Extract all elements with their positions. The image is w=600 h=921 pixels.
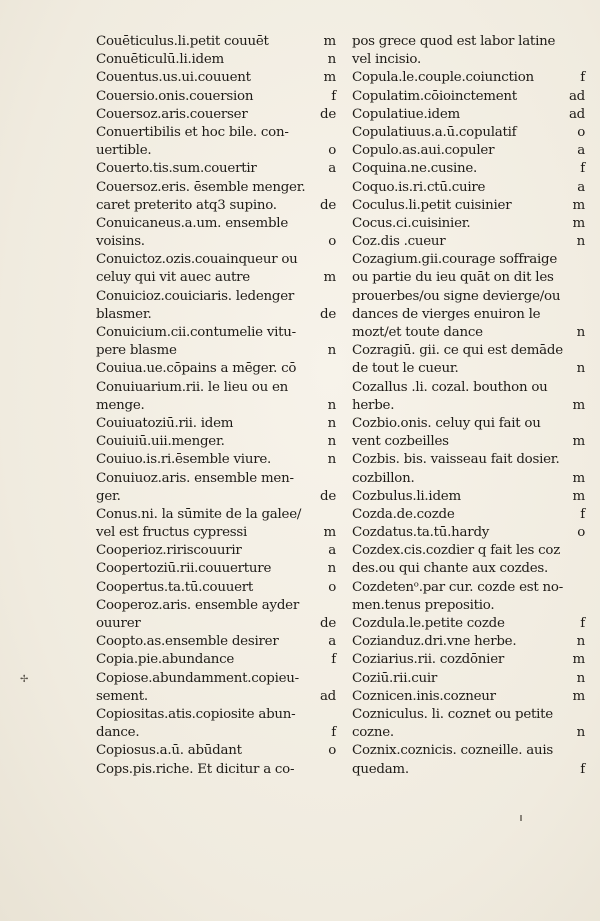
dictionary-line	[96, 451, 336, 469]
grammar-mark: n	[576, 361, 585, 377]
dictionary-line	[352, 160, 585, 178]
entry-text: Couersoz.aris.couerser	[96, 106, 248, 122]
entry-text: cozbillon.	[352, 470, 415, 486]
dictionary-line	[96, 215, 336, 233]
entry-text: Cozallus .li. cozal. bouthon ou	[352, 379, 548, 395]
grammar-mark: f	[331, 725, 336, 741]
dictionary-line	[96, 470, 336, 488]
dictionary-line	[352, 142, 585, 160]
entry-text: Couersoz.eris. ēsemble menger.	[96, 179, 306, 195]
dictionary-line	[352, 379, 585, 397]
dictionary-line	[96, 688, 336, 706]
dictionary-line	[352, 742, 585, 760]
entry-text: Coopto.as.ensemble desirer	[96, 634, 279, 650]
grammar-mark: m	[572, 688, 585, 704]
dictionary-line	[352, 761, 585, 779]
dictionary-line	[96, 360, 336, 378]
entry-text: Coopertus.ta.tū.couuert	[96, 579, 254, 595]
entry-text: Conuicaneus.a.um. ensemble	[96, 215, 289, 231]
grammar-mark: m	[323, 34, 336, 49]
entry-text: Conuicioz.couiciaris. ledenger	[96, 288, 295, 304]
grammar-mark: n	[327, 397, 336, 413]
dictionary-line	[96, 670, 336, 688]
entry-text: Cozbio.onis. celuy qui fait ou	[352, 415, 541, 431]
dictionary-line	[96, 488, 336, 506]
dictionary-line	[352, 324, 585, 342]
dictionary-line	[96, 106, 336, 124]
grammar-mark: m	[323, 70, 336, 86]
dictionary-line	[352, 269, 585, 287]
dictionary-line	[96, 579, 336, 597]
dictionary-line	[96, 524, 336, 542]
dictionary-line	[96, 306, 336, 324]
entry-text: Coquo.is.ri.ctū.cuire	[352, 179, 486, 195]
dictionary-line	[96, 69, 336, 87]
dictionary-line	[352, 451, 585, 469]
entry-text: Cozragiū. gii. ce qui est demāde	[352, 343, 563, 359]
grammar-mark: f	[331, 88, 336, 104]
grammar-mark: ad	[568, 106, 585, 122]
grammar-mark: ad	[319, 688, 336, 704]
grammar-mark: de	[320, 306, 336, 322]
grammar-mark: n	[327, 52, 336, 68]
entry-text: Cooperioz.ririscouurir	[96, 543, 242, 559]
dictionary-line	[352, 506, 585, 524]
entry-text: prouerbes/ou signe devierge/ou	[352, 288, 561, 304]
grammar-mark: o	[328, 143, 336, 159]
grammar-mark: m	[323, 270, 336, 286]
entry-text: Conuicium.cii.contumelie vitu-	[96, 325, 296, 340]
entry-text: Couiuo.is.ri.ēsemble viure.	[96, 452, 272, 468]
entry-text: ouurer	[96, 616, 141, 631]
dictionary-line	[96, 506, 336, 524]
entry-text: vel est fructus cypressi	[96, 525, 248, 541]
entry-text: Cozdatus.ta.tū.hardy	[352, 525, 490, 541]
entry-text: de tout le cueur.	[352, 361, 459, 377]
grammar-mark: f	[580, 506, 585, 522]
left-column	[96, 33, 336, 779]
dictionary-line	[352, 360, 585, 378]
entry-text: Couentus.us.ui.couuent	[96, 70, 251, 86]
dictionary-line	[96, 560, 336, 578]
entry-text: voisins.	[96, 234, 145, 250]
grammar-mark: o	[328, 579, 336, 595]
grammar-mark: f	[580, 616, 585, 631]
entry-text: Couerto.tis.sum.couertir	[96, 161, 257, 177]
entry-text: Coziarius.rii. cozdōnier	[352, 652, 505, 668]
entry-text: uertible.	[96, 143, 152, 159]
grammar-mark: n	[327, 561, 336, 577]
dictionary-line	[96, 342, 336, 360]
dictionary-line	[352, 560, 585, 578]
grammar-mark: o	[328, 234, 336, 250]
dictionary-line	[96, 379, 336, 397]
grammar-mark: de	[320, 488, 336, 504]
dictionary-line	[96, 233, 336, 251]
entry-text: Couiua.ue.cōpains a mēger. cō	[96, 361, 297, 377]
grammar-mark: a	[328, 161, 336, 177]
dictionary-line	[352, 433, 585, 451]
grammar-mark: m	[572, 488, 585, 504]
entry-text: Coculus.li.petit cuisinier	[352, 197, 512, 213]
entry-text: Coopertoziū.rii.couuerture	[96, 561, 272, 577]
dictionary-line	[96, 269, 336, 287]
grammar-mark: o	[328, 743, 336, 759]
entry-text: Conuiuarium.rii. le lieu ou en	[96, 379, 289, 395]
grammar-mark: n	[576, 325, 585, 340]
dictionary-line	[96, 761, 336, 779]
dictionary-line	[96, 160, 336, 178]
grammar-mark: a	[328, 634, 336, 650]
dictionary-line	[96, 124, 336, 142]
dictionary-line	[96, 706, 336, 724]
dictionary-line	[352, 288, 585, 306]
dictionary-line	[96, 633, 336, 651]
grammar-mark: de	[320, 197, 336, 213]
dictionary-line	[96, 51, 336, 69]
grammar-mark: ad	[568, 88, 585, 104]
dictionary-line	[352, 33, 585, 51]
dictionary-line	[352, 124, 585, 142]
entry-text: quedam.	[352, 761, 409, 777]
entry-text: Cops.pis.riche. Et dicitur a co-	[96, 761, 295, 777]
entry-text: ou partie du ieu quāt on dit les	[352, 270, 554, 286]
entry-text: Cozdula.le.petite cozde	[352, 616, 505, 631]
entry-text: Cozdex.cis.cozdier q fait les coz	[352, 543, 561, 559]
grammar-mark: n	[327, 434, 336, 450]
entry-text: pos grece quod est labor latine	[352, 34, 556, 49]
entry-text: herbe.	[352, 397, 395, 413]
entry-text: Copiosus.a.ū. abūdant	[96, 743, 242, 759]
entry-text: Copulatim.cōioinctement	[352, 88, 517, 104]
entry-text: Cozianduz.dri.vne herbe.	[352, 634, 517, 650]
entry-text: Cooperoz.aris. ensemble ayder	[96, 597, 299, 613]
entry-text: Coznicen.inis.cozneur	[352, 688, 496, 704]
dictionary-line	[352, 670, 585, 688]
grammar-mark: f	[580, 761, 585, 777]
dictionary-line	[352, 69, 585, 87]
dictionary-line	[352, 524, 585, 542]
dictionary-line	[352, 251, 585, 269]
dictionary-line	[96, 397, 336, 415]
dictionary-line	[352, 488, 585, 506]
entry-text: Cozniculus. li. coznet ou petite	[352, 706, 553, 722]
grammar-mark: m	[572, 397, 585, 413]
dictionary-line	[352, 88, 585, 106]
entry-text: Copiose.abundamment.copieu-	[96, 670, 299, 686]
dictionary-line	[96, 597, 336, 615]
entry-text: dance.	[96, 725, 140, 741]
dictionary-line	[352, 706, 585, 724]
right-column	[352, 33, 585, 779]
entry-text: Couēticulus.li.petit couuēt	[96, 34, 269, 49]
grammar-mark: de	[320, 106, 336, 122]
entry-text: ger.	[96, 488, 121, 504]
grammar-mark: a	[577, 179, 585, 195]
dictionary-line	[96, 542, 336, 560]
entry-text: Conus.ni. la sūmite de la galee/	[96, 506, 302, 522]
grammar-mark: n	[576, 670, 585, 686]
entry-text: Couiuiū.uii.menger.	[96, 434, 225, 450]
dictionary-line	[96, 415, 336, 433]
entry-text: Copiositas.atis.copiosite abun-	[96, 706, 296, 722]
grammar-mark: f	[331, 652, 336, 668]
dictionary-line	[352, 233, 585, 251]
grammar-mark: a	[577, 143, 585, 159]
entry-text: Conuēticulū.li.idem	[96, 52, 224, 68]
entry-text: Conuertibilis et hoc bile. con-	[96, 124, 289, 140]
entry-text: Cozbulus.li.idem	[352, 488, 461, 504]
entry-text: vel incisio.	[352, 52, 421, 68]
grammar-mark: a	[328, 543, 336, 559]
grammar-mark: m	[572, 434, 585, 450]
grammar-mark: m	[323, 525, 336, 541]
dictionary-line	[96, 288, 336, 306]
entry-text: Copulatiue.idem	[352, 106, 460, 122]
grammar-mark: n	[576, 234, 585, 250]
dictionary-line	[96, 251, 336, 269]
entry-text: Cozbis. bis. vaisseau fait dosier.	[352, 452, 560, 468]
dictionary-line	[96, 615, 336, 633]
grammar-mark: m	[572, 470, 585, 486]
entry-text: Copulo.as.aui.copuler	[352, 143, 495, 159]
entry-text: mozt/et toute dance	[352, 325, 483, 340]
entry-text: Cocus.ci.cuisinier.	[352, 215, 471, 231]
dictionary-line	[352, 306, 585, 324]
entry-text: Cozagium.gii.courage soffraige	[352, 252, 558, 268]
grammar-mark: n	[327, 343, 336, 359]
entry-text: Coz.dis .cueur	[352, 234, 446, 250]
entry-text: Copulatiuus.a.ū.copulatif	[352, 124, 517, 140]
entry-text: Coquina.ne.cusine.	[352, 161, 478, 177]
paper-mark	[520, 815, 522, 821]
dictionary-line	[352, 215, 585, 233]
dictionary-line	[352, 179, 585, 197]
entry-text: Copula.le.couple.coiunction	[352, 70, 534, 86]
dictionary-line	[352, 579, 585, 597]
dictionary-line	[352, 633, 585, 651]
dictionary-line	[352, 470, 585, 488]
entry-text: cozne.	[352, 725, 394, 741]
dictionary-line	[352, 688, 585, 706]
entry-text: caret preterito atq3 supino.	[96, 197, 277, 213]
grammar-mark: n	[327, 415, 336, 431]
ink-smudge-icon: ✢	[20, 674, 29, 685]
dictionary-line	[96, 651, 336, 669]
grammar-mark: de	[320, 616, 336, 631]
dictionary-line	[96, 33, 336, 51]
entry-text: men.tenus prepositio.	[352, 597, 495, 613]
entry-text: Couiuatoziū.rii. idem	[96, 415, 234, 431]
dictionary-line	[352, 106, 585, 124]
entry-text: Couersio.onis.couersion	[96, 88, 254, 104]
dictionary-line	[352, 597, 585, 615]
grammar-mark: f	[580, 161, 585, 177]
grammar-mark: n	[576, 725, 585, 741]
dictionary-line	[96, 88, 336, 106]
grammar-mark: o	[577, 525, 585, 541]
entry-text: vent cozbeilles	[352, 434, 449, 450]
dictionary-line	[96, 433, 336, 451]
entry-text: Coznix.coznicis. cozneille. auis	[352, 743, 553, 759]
dictionary-line	[352, 397, 585, 415]
dictionary-line	[96, 742, 336, 760]
grammar-mark: m	[572, 197, 585, 213]
dictionary-line	[96, 324, 336, 342]
entry-text: celuy qui vit auec autre	[96, 270, 250, 286]
dictionary-line	[96, 724, 336, 742]
grammar-mark: n	[576, 634, 585, 650]
entry-text: des.ou qui chante aux cozdes.	[352, 561, 549, 577]
entry-text: Conuictoz.ozis.couainqueur ou	[96, 252, 298, 268]
entry-text: Cozdetenᵒ.par cur. cozde est no-	[352, 579, 563, 595]
grammar-mark: o	[577, 124, 585, 140]
entry-text: blasmer.	[96, 306, 152, 322]
entry-text: pere blasme	[96, 343, 177, 359]
dictionary-line	[352, 51, 585, 69]
dictionary-line	[96, 179, 336, 197]
dictionary-line	[352, 197, 585, 215]
grammar-mark: m	[572, 652, 585, 668]
entry-text: sement.	[96, 688, 148, 704]
entry-text: Coziū.rii.cuir	[352, 670, 438, 686]
entry-text: menge.	[96, 397, 145, 413]
grammar-mark: m	[572, 215, 585, 231]
dictionary-line	[352, 651, 585, 669]
dictionary-line	[96, 197, 336, 215]
grammar-mark: f	[580, 70, 585, 86]
grammar-mark: n	[327, 452, 336, 468]
dictionary-line	[352, 342, 585, 360]
dictionary-line	[352, 542, 585, 560]
entry-text: dances de vierges enuiron le	[352, 306, 541, 322]
dictionary-line	[352, 415, 585, 433]
dictionary-line	[96, 142, 336, 160]
entry-text: Copia.pie.abundance	[96, 652, 235, 668]
entry-text: Conuiuoz.aris. ensemble men-	[96, 470, 294, 486]
entry-text: Cozda.de.cozde	[352, 506, 455, 522]
dictionary-line	[352, 724, 585, 742]
dictionary-line	[352, 615, 585, 633]
